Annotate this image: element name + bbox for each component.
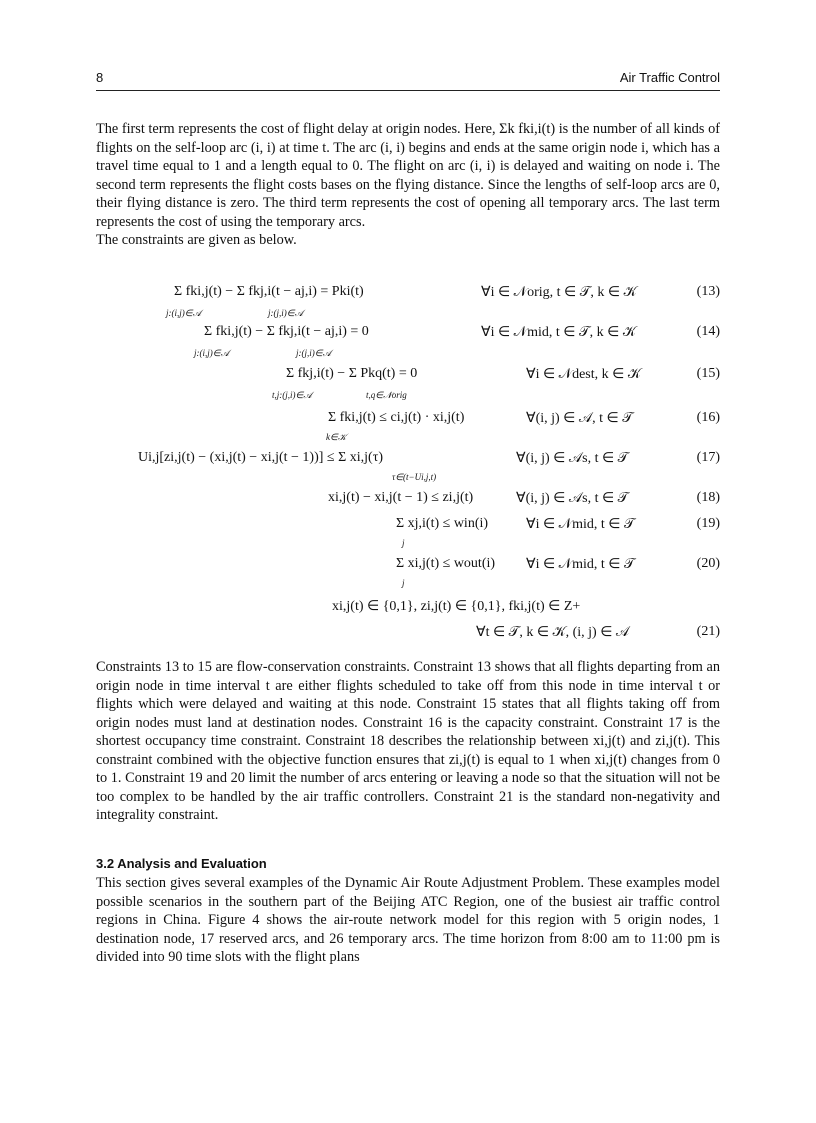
equation-block [96, 276, 720, 646]
equation-tag: (19) [696, 516, 720, 531]
equation-expression: Ui,j[zi,j(t) − (xi,j(t) − xi,j(t − 1))] ≤ Σ xi,j(τ) [138, 450, 383, 465]
paragraph-constraints [96, 658, 720, 825]
equation-condition: ∀i ∈ 𝒩dest, k ∈ 𝒦 [526, 367, 641, 382]
equation-subscript: j [402, 578, 405, 588]
equation-expression: xi,j(t) ∈ {0,1}, zi,j(t) ∈ {0,1}, fki,j(t) ∈ Z+ [332, 599, 581, 614]
equation-tag: (14) [696, 324, 720, 339]
paragraph-text: This section gives several examples of the Dynamic Air Route Adjustment Problem. These examples model possible scenarios in the southern part of the Beijing ATC Region, one of the busiest air traffic control regions in China. Figure 4 shows the air-route network model for this region with 5 origin nodes, 1 destination node, 17 reserved arcs, and 26 temporary arcs. The time horizon from 8:00 am to 11:00 pm is divided into 90 time slots with the flight plans [96, 875, 720, 965]
equation-subscript: j:(j,i)∈𝒜 [296, 348, 332, 358]
equation-tag: (16) [696, 410, 720, 425]
equation-expression: Σ fki,j(t) − Σ fkj,i(t − aj,i) = 0 [204, 324, 369, 339]
equation-15 [96, 366, 720, 400]
equation-condition: ∀(i, j) ∈ 𝒜s, t ∈ 𝒯 [516, 491, 629, 506]
equation-tag: (17) [696, 450, 720, 465]
equation-subscript: j:(i,j)∈𝒜 [166, 308, 202, 318]
equation-condition: ∀i ∈ 𝒩orig, t ∈ 𝒯, k ∈ 𝒦 [481, 285, 637, 300]
page-header [96, 70, 720, 90]
paragraph-text: The constraints are given as below. [96, 232, 297, 248]
equation-tag: (15) [696, 366, 720, 381]
equation-14 [96, 324, 720, 358]
section-heading: 3.2 Analysis and Evaluation [96, 856, 267, 871]
equation-condition: ∀(i, j) ∈ 𝒜s, t ∈ 𝒯 [516, 451, 629, 466]
equation-tag: (20) [696, 556, 720, 571]
paragraph-text: Constraints 13 to 15 are flow-conservation constraints. Constraint 13 shows that all flights departing from an origin node in time interval t are either flights scheduled to take off from this node in time interval t or flights which were delayed and waiting at this node. Constraint 15 states that all flights taking off from origin nodes must land at destination nodes. Constraint 16 is the capacity constraint. Constraint 17 is the shortest occupancy time constraint. Constraint 18 describes the relationship between xi,j(t) and zi,j(t). This constraint combined with the objective function ensures that zi,j(t) is equal to 1 when xi,j(t) changes from 0 to 1. Constraint 19 and 20 limit the number of arcs entering or leaving a node so that the situation will not be too complex to be handled by the air traffic controllers. Constraint 21 is the standard non-negativity and integrality constraint. [96, 659, 720, 823]
equation-13 [96, 284, 720, 318]
equation-20 [96, 556, 720, 586]
equation-subscript: k∈𝒦 [326, 432, 347, 442]
equation-tag: (13) [696, 284, 720, 299]
page-number: 8 [96, 70, 104, 85]
equation-condition: ∀t ∈ 𝒯, k ∈ 𝒦, (i, j) ∈ 𝒜 [476, 625, 630, 640]
paragraph-analysis [96, 874, 720, 967]
equation-16 [96, 410, 720, 440]
equation-subscript: t,j:(j,i)∈𝒜 [272, 390, 312, 400]
equation-expression: xi,j(t) − xi,j(t − 1) ≤ zi,j(t) [328, 490, 474, 505]
header-rule [96, 90, 720, 91]
equation-expression: Σ fkj,i(t) − Σ Pkq(t) = 0 [286, 366, 418, 381]
equation-condition: ∀i ∈ 𝒩mid, t ∈ 𝒯, k ∈ 𝒦 [481, 325, 636, 340]
equation-21-line-2 [96, 624, 720, 654]
equation-subscript: j:(j,i)∈𝒜 [268, 308, 304, 318]
paragraph-intro [96, 120, 720, 250]
equation-19 [96, 516, 720, 546]
equation-condition: ∀(i, j) ∈ 𝒜, t ∈ 𝒯 [526, 411, 633, 426]
equation-subscript: t,q∈𝒩orig [366, 390, 407, 400]
running-title: Air Traffic Control [619, 70, 720, 85]
equation-expression: Σ xi,j(t) ≤ wout(i) [396, 556, 496, 571]
equation-subscript: j:(i,j)∈𝒜 [194, 348, 230, 358]
equation-subscript: τ∈(t−Ui,j,t) [392, 472, 437, 482]
equation-subscript: j [402, 538, 405, 548]
equation-tag: (21) [696, 624, 720, 639]
equation-condition: ∀i ∈ 𝒩mid, t ∈ 𝒯 [526, 557, 635, 572]
equation-expression: Σ fki,j(t) − Σ fkj,i(t − aj,i) = Pki(t) [174, 284, 364, 299]
equation-17 [96, 450, 720, 480]
equation-expression: Σ fki,j(t) ≤ ci,j(t) · xi,j(t) [328, 410, 465, 425]
equation-condition: ∀i ∈ 𝒩mid, t ∈ 𝒯 [526, 517, 635, 532]
paragraph-text: The first term represents the cost of flight delay at origin nodes. Here, Σk fki,i(t) is the number of all kinds of flights on the self-loop arc (i, i) at time t. The arc (i, i) begins and ends at the same origin node i, which has a travel time equal to 1 and a length equal to 0. The flight on arc (i, i) is delayed and waiting on node i. The second term represents the flight costs bases on the flying distance. Since the lengths of self-loop arcs are 0, their flying distance is zero. The third term represents the cost of opening all temporary arcs. The last term represents the cost of using the temporary arcs. [96, 121, 720, 230]
equation-expression: Σ xj,i(t) ≤ win(i) [396, 516, 489, 531]
equation-tag: (18) [696, 490, 720, 505]
